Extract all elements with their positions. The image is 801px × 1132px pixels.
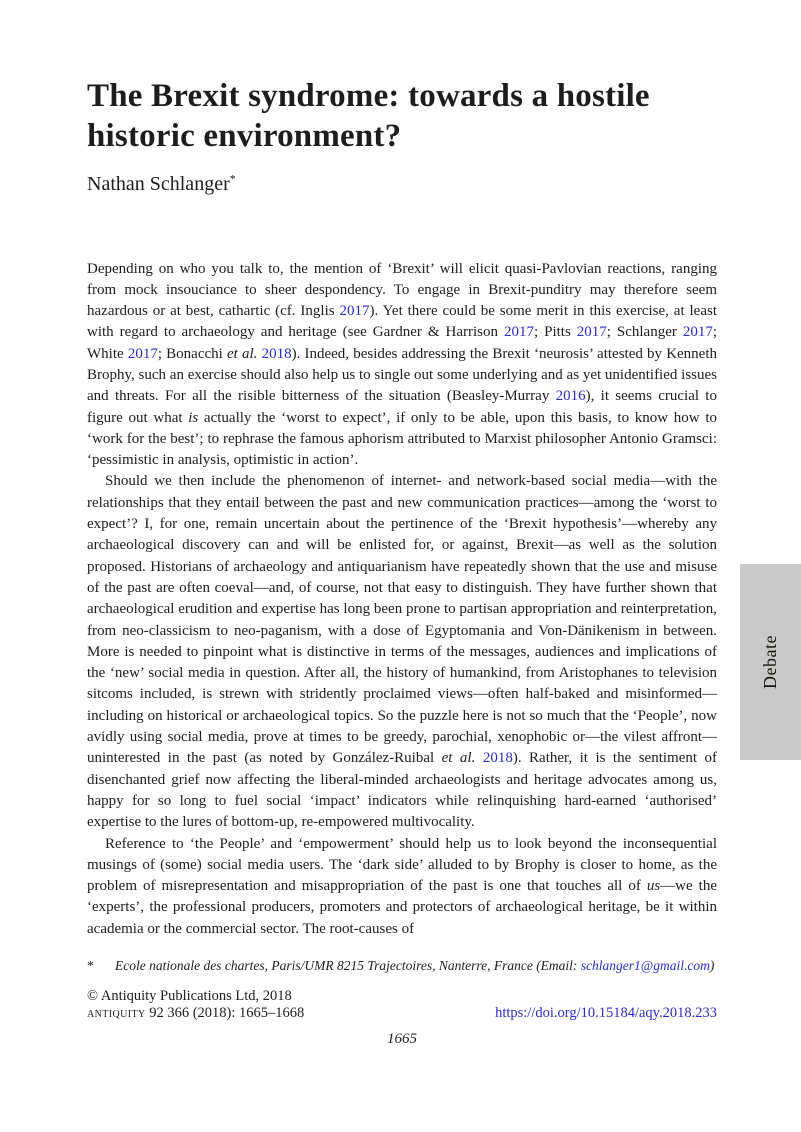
text-segment: ; White bbox=[87, 324, 717, 362]
text-segment: ; Schlanger bbox=[606, 324, 683, 341]
author-footnote-marker: * bbox=[229, 170, 236, 185]
citation-link[interactable]: 2017 bbox=[339, 303, 370, 320]
debate-section-tab bbox=[740, 564, 801, 760]
journal-citation bbox=[87, 1005, 304, 1022]
text-segment: ; Pitts bbox=[533, 324, 577, 341]
citation-link[interactable]: 2018 bbox=[261, 345, 292, 362]
citation-link[interactable]: 2017 bbox=[682, 324, 713, 341]
doi-link[interactable]: https://doi.org/10.15184/aqy.2018.233 bbox=[495, 1005, 717, 1022]
text-segment: ). Indeed, besides addressing the Brexit ‘neurosis’ attested by Kenneth Brophy, such an exercise should also help us to single out some underlying and as yet unidentified issues and threats. For all the risible bitterness of the situation (Beasley-Murray bbox=[87, 345, 718, 405]
affiliation-footnote bbox=[87, 957, 717, 975]
footnote-marker: * bbox=[87, 958, 94, 973]
citation-link[interactable]: 2017 bbox=[576, 324, 607, 341]
body-paragraph-2 bbox=[87, 471, 717, 833]
body-paragraph-3 bbox=[87, 834, 717, 940]
debate-tab-label: Debate bbox=[760, 635, 780, 689]
text-segment: actually the ‘worst to expect’, if only to be able, upon this basis, to know how to ‘work for the best’; to rephrase the famous aphorism attributed to Marxist philosopher Antonio Gramsci: ‘pessimistic in analysis, optimistic in action’. bbox=[87, 409, 717, 469]
author-line bbox=[87, 172, 717, 196]
journal-name: antiquity bbox=[87, 1005, 146, 1022]
text-segment: Depending on who you talk to, the mention of ‘Brexit’ will elicit quasi-Pavlovian reactions, ranging from mock insouciance to sheer despondency. To engage in Brexit-punditry may therefore seem hazardous or at best, cathartic (cf. Inglis bbox=[87, 260, 717, 320]
article-body bbox=[87, 259, 717, 941]
journal-citation-line bbox=[87, 1005, 717, 1022]
citation-link[interactable]: 2017 bbox=[127, 345, 158, 362]
text-segment: ). Rather, it is the sentiment of disenchanted grief now affecting the liberal-minded archaeologists and heritage advocates among us, happy for so long to fuel social ‘impact’ indicators while relinquishing hard-earned ‘authorised’ expertise to the lures of bottom-up, re-empowered multivocality. bbox=[87, 750, 717, 831]
page-number: 1665 bbox=[387, 1030, 417, 1047]
page-footer bbox=[87, 988, 717, 1049]
article-content bbox=[87, 76, 717, 1048]
text-segment: ; Bonacchi bbox=[157, 345, 227, 362]
text-segment: ), it seems crucial to figure out what bbox=[87, 388, 717, 426]
text-segment bbox=[475, 750, 482, 766]
text-segment: Reference to ‘the People’ and ‘empowerment’ should help us to look beyond the inconsequential musings of (some) social media users. The ‘dark side’ alluded to by Brophy is closer to home, as the problem of misrepresentation and misappropriation of the past is one that touches all of bbox=[87, 835, 717, 895]
citation-link[interactable]: 2018 bbox=[482, 750, 513, 767]
copyright-line: © Antiquity Publications Ltd, 2018 bbox=[87, 987, 292, 1004]
footnote-text bbox=[115, 957, 714, 975]
text-segment: us bbox=[646, 878, 661, 895]
journal-citation-rest: 92 366 (2018): 1665–1668 bbox=[145, 1005, 305, 1022]
article-title: The Brexit syndrome: towards a hostile historic environment? bbox=[87, 78, 650, 155]
author-name: Nathan Schlanger bbox=[87, 172, 230, 195]
text-segment: Should we then include the phenomenon of internet- and network-based social media—with the relationships that they entail between the past and new communication practices—among the ‘worst to expect’? I, for one, remain uncertain about the pertinence of the ‘Brexit hypothesis’—whereby any archaeological discovery can and will be enlisted for, or against, Brexit—as well as the solution proposed. Historians of archaeology and antiquarianism have repeatedly shown that the use and misuse of the past are often coeval—and, of course, not that easy to distinguish. They have further shown that archaeological erudition and expertise has long been prone to partisan appropriation and reinterpretation, from neo-classicism to neo-paganism, with a dose of Egyptomania and Von-Dänikenism in between. More is needed to pinpoint what is distinctive in terms of the messages, audiences and implications of the ‘new’ social media in question. After all, the history of humankind, from Aristophanes to television sitcoms included, is strewn with stridently proclaimed views—often half-baked and misinformed—including on historical or archaeological topics. So the puzzle here is not so much that the ‘People’, now avidly using social media, prove at times to be greedy, parochial, xenophobic or—the vilest affront—uninterested in the past (as noted by González-Ruibal bbox=[87, 473, 717, 767]
citation-link[interactable]: 2016 bbox=[555, 388, 586, 405]
text-segment: ) bbox=[709, 958, 715, 973]
text-segment: is bbox=[188, 409, 199, 426]
text-segment: ). Yet there could be some merit in this exercise, at least with regard to archaeology and heritage (see Gardner & Harrison bbox=[87, 303, 717, 341]
email-link[interactable]: schlanger1@gmail.com bbox=[580, 958, 710, 973]
body-paragraph-1 bbox=[87, 259, 717, 472]
text-segment: et al. bbox=[226, 345, 258, 362]
citation-link[interactable]: 2017 bbox=[503, 324, 534, 341]
text-segment: et al. bbox=[441, 750, 476, 767]
text-segment: Ecole nationale des chartes, Paris/UMR 8215 Trajectoires, Nanterre, France (Email: bbox=[115, 958, 581, 973]
text-segment: —we the ‘experts’, the professional producers, promoters and protectors of archaeological heritage, be it within academia or the commercial sector. The root-causes of bbox=[87, 878, 717, 937]
